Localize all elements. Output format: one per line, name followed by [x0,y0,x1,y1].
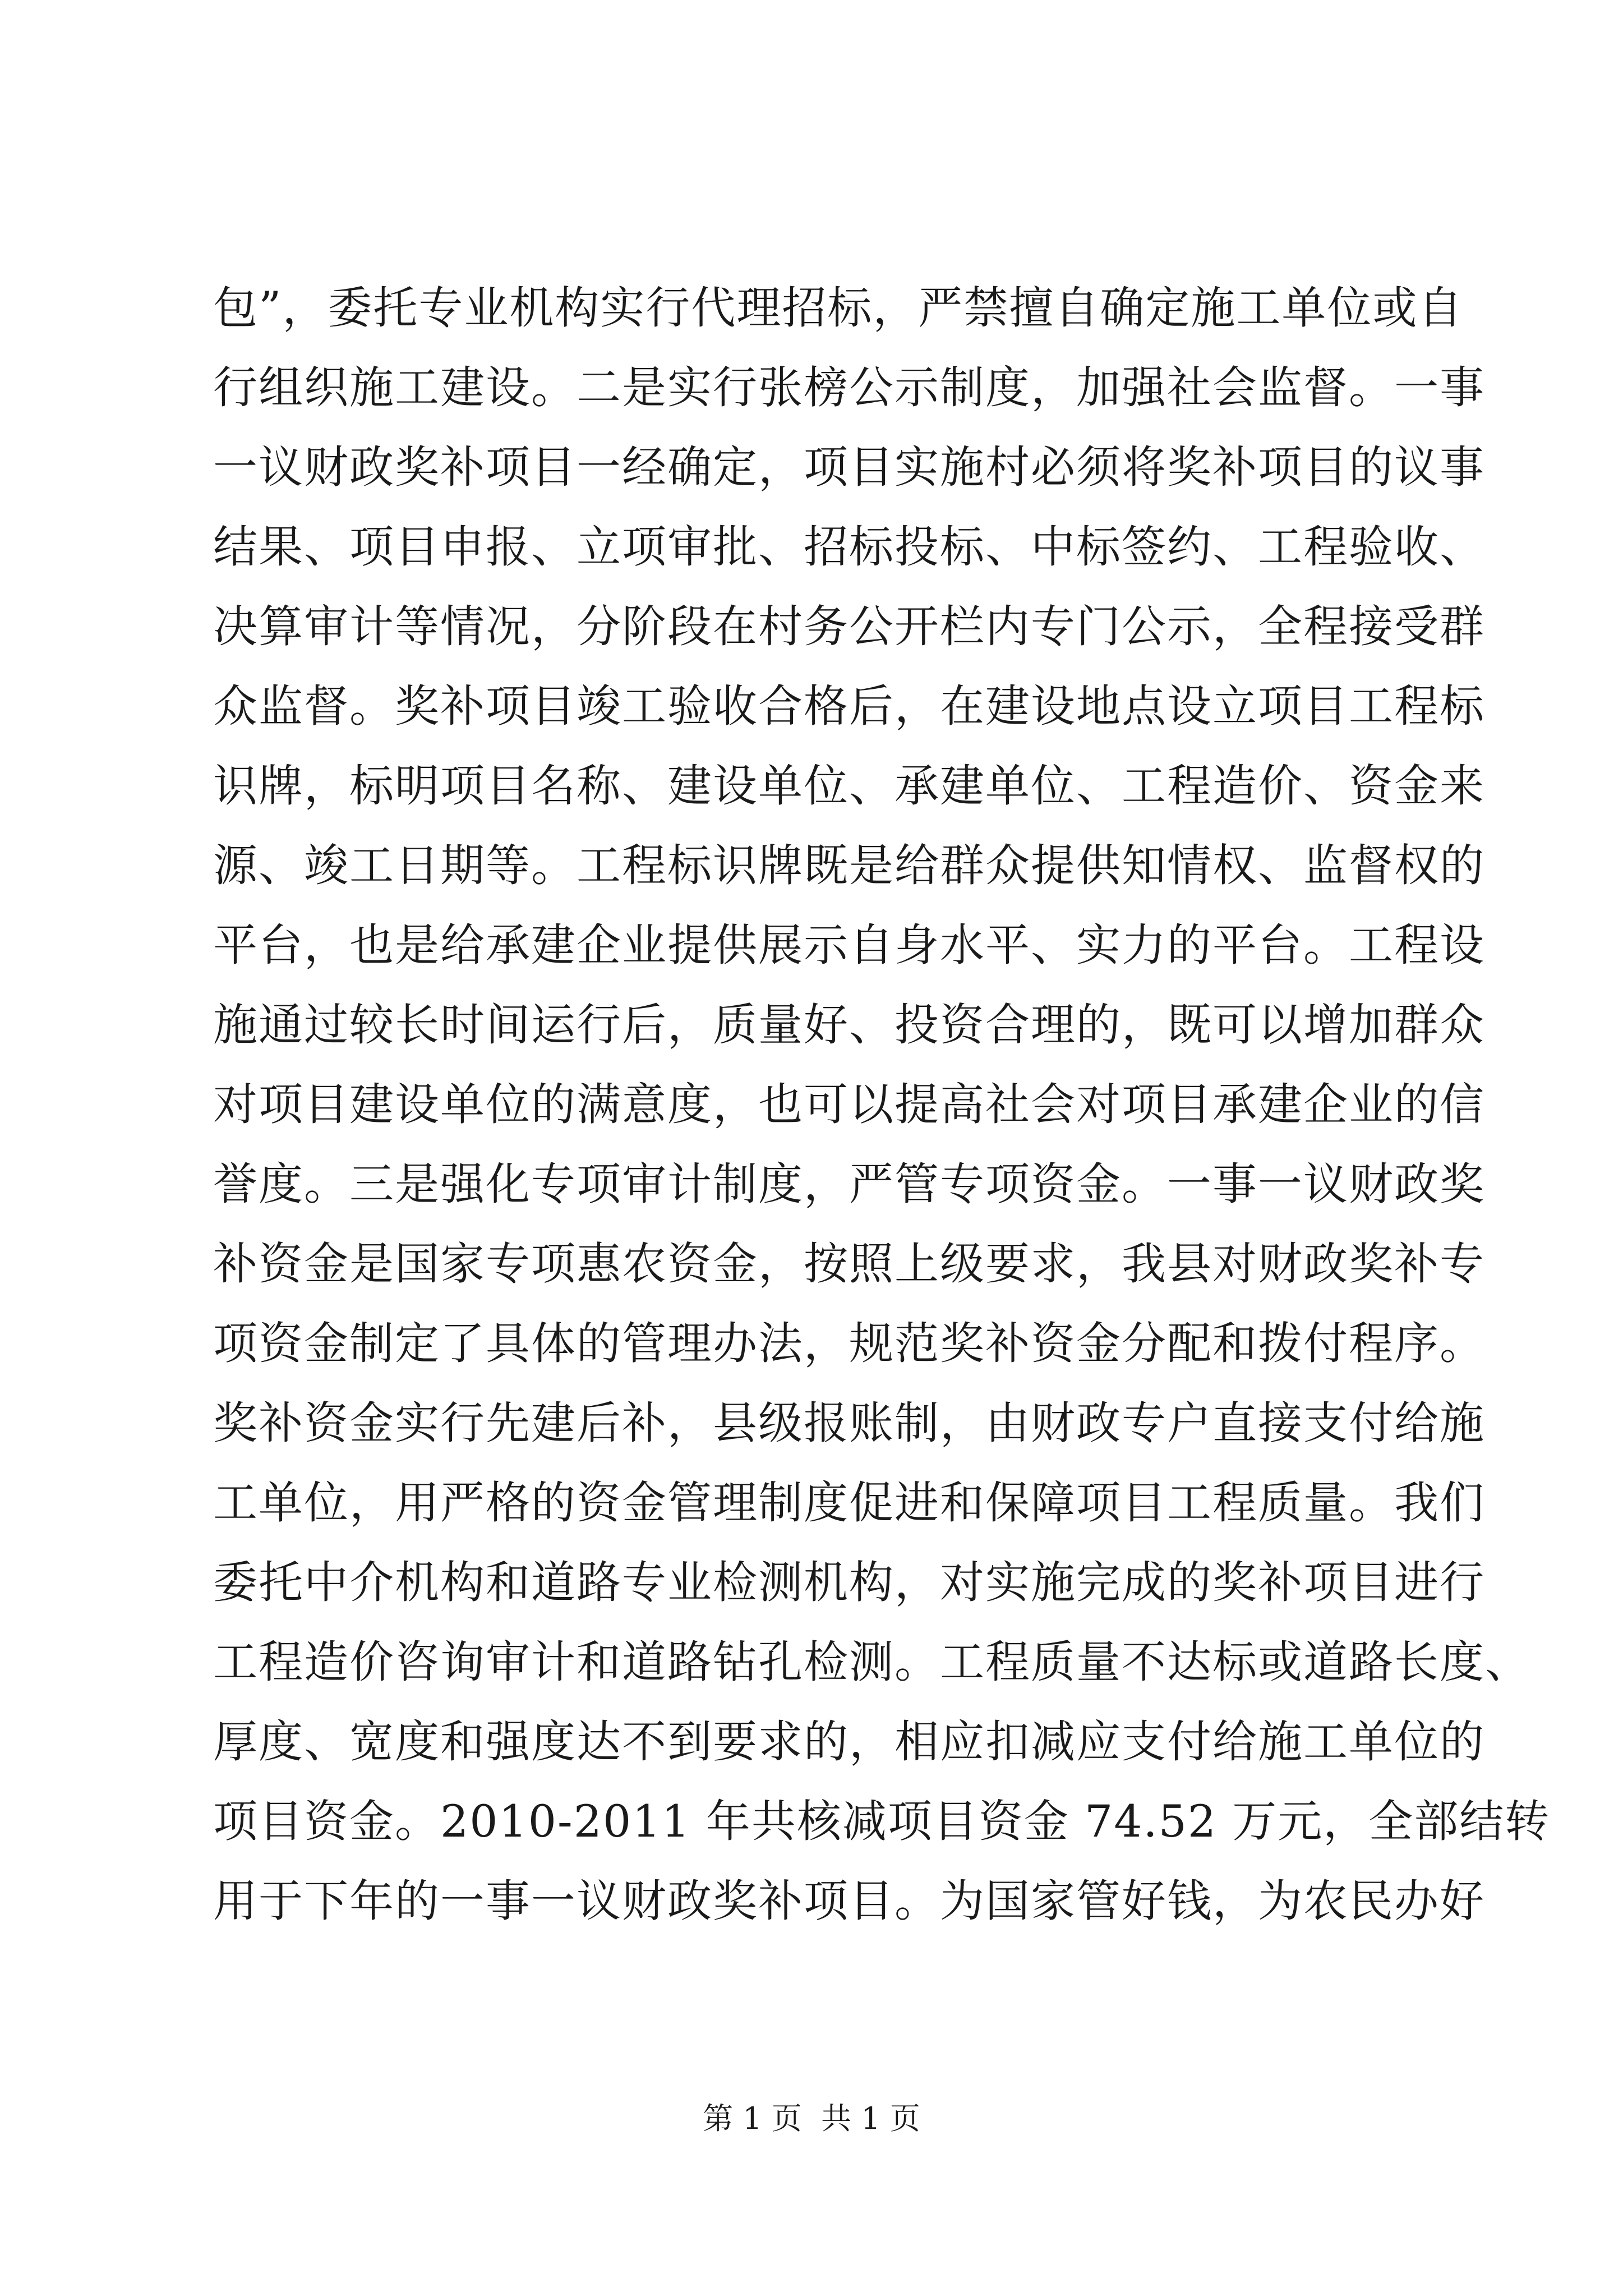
body-paragraph [213,268,1551,1941]
text-line: 对项目建设单位的满意度，也可以提高社会对项目承建企业的信 [213,1079,1485,1130]
text-line: 项资金制定了具体的管理办法，规范奖补资金分配和拨付程序。 [213,1318,1485,1369]
text-line: 众监督。奖补项目竣工验收合格后，在建设地点设立项目工程标 [213,680,1485,732]
text-line: 一议财政奖补项目一经确定，项目实施村必须将奖补项目的议事 [213,441,1485,493]
text-line: 施通过较长时间运行后，质量好、投资合理的，既可以增加群众 [213,999,1485,1051]
text-line: 用于下年的一事一议财政奖补项目。为国家管好钱，为农民办好 [213,1875,1485,1927]
text-line: 誉度。三是强化专项审计制度，严管专项资金。一事一议财政奖 [213,1158,1485,1210]
text-line: 行组织施工建设。二是实行张榜公示制度，加强社会监督。一事 [213,362,1485,413]
page-footer: 第 1 页 共 1 页 [703,2101,920,2136]
text-line: 补资金是国家专项惠农资金，按照上级要求，我县对财政奖补专 [213,1238,1485,1290]
text-line: 厚度、宽度和强度达不到要求的，相应扣减应支付给施工单位的 [213,1716,1485,1768]
text-line: 结果、项目申报、立项审批、招标投标、中标签约、工程验收、 [213,521,1485,573]
text-line: 源、竣工日期等。工程标识牌既是给群众提供知情权、监督权的 [213,840,1485,891]
text-line: 项目资金。2010-2011 年共核减项目资金 74.52 万元，全部结转 [213,1796,1551,1847]
text-line: 包”，委托专业机构实行代理招标，严禁擅自确定施工单位或自 [213,282,1464,334]
text-line: 平台，也是给承建企业提供展示自身水平、实力的平台。工程设 [213,919,1485,971]
text-line: 决算审计等情况，分阶段在村务公开栏内专门公示，全程接受群 [213,601,1485,652]
text-line: 委托中介机构和道路专业检测机构，对实施完成的奖补项目进行 [213,1557,1485,1608]
text-line: 工单位，用严格的资金管理制度促进和保障项目工程质量。我们 [213,1477,1485,1529]
text-line: 奖补资金实行先建后补，县级报账制，由财政专户直接支付给施 [213,1397,1485,1449]
text-line: 识牌，标明项目名称、建设单位、承建单位、工程造价、资金来 [213,760,1485,812]
text-line: 工程造价咨询审计和道路钻孔检测。工程质量不达标或道路长度、 [213,1636,1530,1688]
